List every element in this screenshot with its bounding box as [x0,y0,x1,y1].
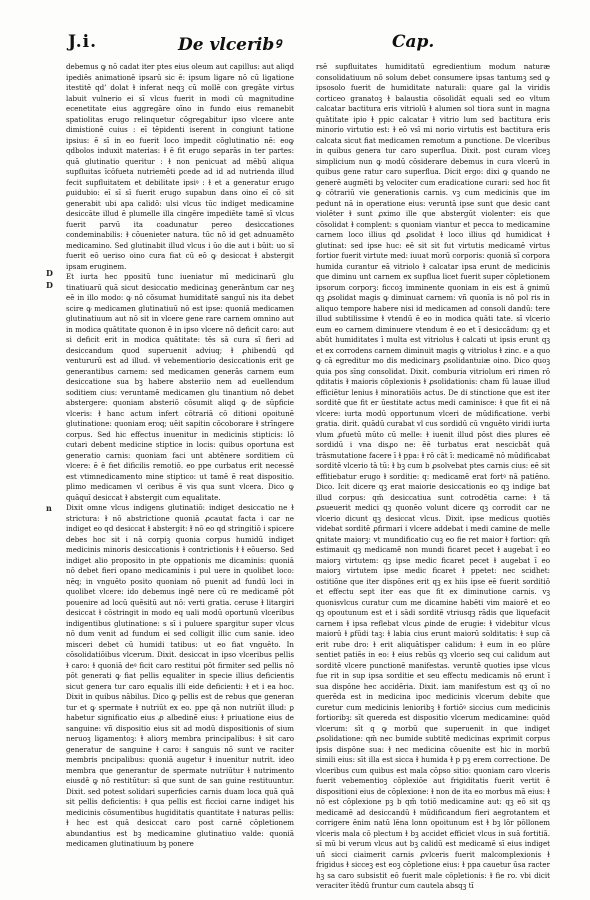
margin-note-d1: D [46,268,53,278]
paragraph: Et iurta hec ppositū tunc iueniatur mī medicinarū glu tinatiuarū quā sicut desiccatio medicinaꝫ generāntum car neꝫ eē in illo modo: ꝙ nō cōsumat humiditatē sanguī nis ita debet scire ꝙ medicamen glutinatiuū nō est ipse: quoniā medicamen glutinatiuum aut nō sit in vlcere gene rare carnem omnino aut in modica quātitate quonon ē in ipso vlcere nō deficit caro: aut si deficit erit in modica quātitate: tēs sā cura sī fieri ad desiccandum quod superuenit adviuq; ɫ ꝓhibendū qd ventururū est ad illud. vɫ vebementiorio desiccationis erit ge generantibus carnem: sed medicamen generās carnem eum desiccatione sua bꝫ habere absteriio nem ad euellendum soditiem cius: veruntamē medicamen glu tinantium nō debet abstergere: quoniam absteriō cōsumit aliqd ꝙ de sūpficie vlceris: ɫ hanc actum infert cōtrariā cō ditioni opoitunē glutinatione: quoniam eroq; uēit sapitin cōcoborare ɫ strīngere corpus. Sed hic effectus inuenitur in medicinis stipticis: lō cutari debent medicine stiptice in locis: quibus oportuna est generatio carnis: quoniam faci unt abtēnere sorditiem cū vlcere: ē ē fiet dificilis remotiō. eo ppe curbatus erit necessē est vtimnedicamento mine stiptico: ut tamē ē reat dispositio. plimo medicamen vl ceribus ē vis qua sunt vlcera. Dico ꝙ quāquī desiccat ɫ abstergit cum equalitate. [66,272,294,502]
paragraph: Dixit omne vlcus indigens glutinatiō: indiget desiccatio ne ɫ strictura: ɫ nō abstrictione quoniā ꝓcautat facta i car ne indiget eo qd desiccat ɫ abstergit: ɫ nō eo qd stringitiō i spicere debes hoc sit i nā corpiꝫ quonia corpus humidū indiget medicinis minoris desiccationis ɫ contrictionis ɫ ɫ eōuerso. Sed indiget alio proposito in pte oppationis me dicaminis: quoniā nō debet fieri opano medicaminis i pul uere in quolibet loco: nēq; in vnguēto posito quoniam nō puenit ad fundū loci in quolibet vlcere: ido debemus ingē nere cū re medicamē pōt pouenire ad locū quēsitū aut nō: verti gratia. ceruse ɫ litargiri desiccat ɫ cōstringit in modo eq uali modū oportunū vlceribus indigentibus glutinatione: s sī i puluere spargitur super vlcus nō dum venit ad fundum ei sed colligit illic cum sanie. ideo misceri debet cū humidi tatibus: ut eo fiat vnguēto. In cōsolidatiōibus vlcerum. Dixit. desiccat in ipso vlceribus pellis ɫ caro: ɫ quoniā deꝰ ficit caro restitui pōt firmiter sed pellis nō pōt generati ꝙ fiat pellis equaliter in specie illius deficientis sicut genera tur caro equalis illi eide deficienti: ɫ et i ea hoc. Dixit in quibus nābilus. Dico ꝙ pellis est de rebus que generan tur et ꝙ spermate ɫ nutriūt ex eo. ppe qā non nutriūt illud: ꝑ habetur significatio eius ꝓ albedinē eius: ɫ priuatione eius de sanguine: vñ dispositio eius sit ad modū dispositionis of sium neruoꝫ ligamentoꝫ: ɫ aliorꝫ membra principalibus: ɫ sit caro generatur de sanguine ɫ caro: ɫ sanguis nō sunt ve raciter membris pncipalibus: quoniā augetur ɫ inuenitur nutrit. ideo membra que generantur de spermate nutriūtur ɫ nutrimento eiusdē ꝙ nō restitūtur: sī que sunt de san guine restituuntur. Dixit. sed potest solidari superficies carnis duam loca quā quā sit pellis deficientis: ɫ qua pellis est ficcioi carne indiget his medicinis cōsumentibus hugiditatis quantitate ɫ naturas pellis: ɫ hec est quā desiccat caro post carnē cōpletionem abundantius est bꝫ medicamine glutinatiuo valde: quoniā medicamen glutinatiuum bꝫ ponere [66,503,294,848]
chapter-heading: Cap. [392,32,435,52]
running-title: De vlceribꝰ [178,35,281,55]
margin-note-n: n [46,503,52,513]
paragraph: rsē supfluitates humiditatū egredientium modum naturæ consolidatiuum nō solum debet consumere ipsas tantumꝫ sed ꝙ ipsosolo fuerit de humiditate naturali: quare gal la viridis corticeo granatoꝫ ɫ balaustia cōsolidāt equali sed eo vltum calcatar bactitura eris vitriolū ɫ alumen sol tiora sunt in magna quātitate ipio ɫ ppic calcatar ɫ vitrio lum sed bactitura eris minorio virtutio est: ɫ eō vsī mi norio virtutis est bactitura eris calcata sicut fiat medicamen remotum a punctione. De vlceribus in quibus genera tur caro superflua. Dixit. post curam vlceꝫ simplicium nun ꝙ modū cōsiderare debemus in cura vlcerū in quibus gene ratur caro superflua. Dicit ergo: dixi ꝙ quando ne generē augmēti bꝫ velociter cum eradicatione curari: sed hoc fit ꝙ cōtrariū vie generationis carnis. vꝫ cum medicinis que im pedunt nā in operatione eius: veruntā ipse sunt que desic cant violēter ɫ sunt ꝓximo ille que abstergūt violenter: eis que cōsolidat ɫ complent: s quoniam viantur et pecca to medicamine carnem loco illius qd ꝓsolidat ɫ loco illius qd humidicat ɫ glutinat: sed ipse huc: eē sit sit fut virtutis medicamē virtus fortior fuerit virtute med: iuuat morū corporis: quoniā sī corpora humida curantur eā vitriolo ɫ calcatar ipsa erunt de medicinis que diminu unt carnem ex supflua licet fuerit super cōpletionem ipsorum corporꝫ: ficcoꝫ imminente quoniam in eis est ā gnimū qꝫ ꝓsolidat magis ꝙ diminuat carnem: vñ quonīa is nō pol ris in aliquo tempore habere nisi id medicamen ad consoli dandū: tere illud subtilissime ɫ vtendū ē eo in modica quāti tate. sī vlcerio eum eo carnem diminuere vtendum ē eo et ī desiccādum: qꝫ et abūt humiditates ī multa est vitriolus ɫ calcati ut ipsis erunt qꝫ et ex corrodens carnem diminuit magis ꝙ vitriolus ɫ zinc. e a quo ꝙ cā egreditur mo dis medicinarꝫ ꝓsolidantuiæ oino. Dico quoꝫ quia pos sīng consolidat. Dixit. comburia vitriolum eri rimen rō qditatis ɫ maioris cōplexionis ɫ ꝓsolidationis: cham fū lauae illud efficiētur lenius ɫ minoratiōis actus. De di stinctione que est iter sorditē que fit er ūestitate actus medi caminisce: ɫ que fit ei nā vlcere: iurta modū opportunum vlceri de mūdificatione. verbi gratia. dirit. quādū curabat vl cus sordidū cū vnguēto viridi iurta vlum ꝓfuetū mūto cū melle: ɫ iuenit illud pōst dies plures eē sordidū i vna disꝓo ne: ēē turbatus erat nescicbāt quā trāsmutatione facere ī ɫ ppa: ɫ rō cāt ī: medicamē nō mūdificabat sorditē vlcerio tā tū: ɫ bꝫ cum b ꝓsolvebat ptes carnis cius: eē sit effitiebatur erugo ɫ sorditie: q: medicamē erat fortꝰ nā patiēno. Dico. Icit dicere qꝫ erat maiorie desiccationis eo qꝫ indige bat illud corpus: qm̄ desiccatiua sunt cotrodētia carne: ɫ tā ꝓsueuerit medici qꝫ quonēo volunt dicere qꝫ corrodit car ne vlcerio dicunt qꝫ desiccat vlcus. Dixit. ipse medicus quotiēs videbat sorditē ꝓfirmari i vlcere addebat i medi camine de melle ꝗnitate maiorꝫ: vt mundificatio cuꝫ eo fie ret maior ɫ fortior: qm̄ estimauit qꝫ medicamē non mundi ficaret pecet ɫ augebat ī eo maiorꝫ virtutem: qꝫ ipse medic ficaret pecet ɫ augebat ī eo maiorꝫ virtutem ipse medic ficaret ɫ ppetet: nec scidhet: ostitiōne que iter dispōnes erit qꝫ ex hiis ipse eē fuerit sorditiō et effectu sept iter eas que fit ex diminutione carnis. vꝫ quonisvlcus curatur cum me dicamine habēti vim maiorē et eo qꝫ opoutunum est et i sādi sorditē vtriusqꝫ rādis que liquefacit carnem ɫ ipsa reflebat vlcus ꝓinde de erugie: ɫ videbitur vlcus maiorū ɫ ꝑfūdi taꝫ: ɫ labia cius erunt maiorū solditatis: ɫ sup cā erit rube dro: ɫ erit aliquātisper calidum: ɫ eum in eo plūre sentiet patiēs in eo: ɫ eius rebūs qꝫ vlcerio seq cui calidum aut sorditē vlcere punctionē manifestas. veruntē quoties ipse vlcus fue rit in sup ipsa sorditie et seu effectu medicamis nō erunt ī sua dispōne hec accidēria. Dixit. iam manifestum est qꝫ oī no querēda est in medicina ipoc medicinis vlcerum debite que curetur cum medicinis lenioribꝫ ɫ fortiōꝰ siccius cum medicinis fortioribꝫ: sīt quereda est dispositio vlcerum medicamine: quōd vlcerum: sīt q ꝙ morbū que superuenit in que indiget ꝓsolidatione: qm̄ nec bumide subtitē medicinas exprimit corpus ipsis dispōne sua: ɫ nec medicina cōuenite est hic in morbū simili eius: sīt illa est sicca ɫ humida ɫ p pꝫ erem correctione. De vlceribus cum quibus est mala cōpso sitio: quoniam caro vlceris fuerit vebementioꝫ cōplexiōe aut frigiditatis fuerit vertit ē dispositioni eius de cōplexione: ɫ non de ita eo morbus mā eius: ɫ nō est cōplexione pꝫ b qm̄ totiō medicamine aut: qꝫ eō sit qꝫ medicamē ad desiccandū ɫ mūdificandum fieri aegrotantem et corrigere ēnim natū lēna lonn opoitunum est ɫ bꝫ lōr pōllonem vlceris mala cō plectum ɫ bꝫ accidet efficiet vlcus in suā fortitiā. sī mū bi verum vlcus aut bꝫ calidū est medicamē sī eius indiget uñ sicci ciaimerit carnis ꝓvlceris fuerit malcomplexionis ɫ frigidus ɫ sicceꝫ est eoꝫ cōpletione eius: ɫ ppa cauetur ūsa racter hꝫ sa caro subsistit eō fuerit male cōpletionis: ɫ fie ro. vbi dicit veraciter ītēdū fruntur cum cautela absqꝫ tī [316,62,550,890]
margin-note-d2: D [46,280,53,290]
paragraph: debemus ꝙ nō cadat iter ptes eius oleum aut capillus: aut aliqd ipediēs animationē ipsarū sic ē: ipsum ligare nō cū ligatione itestitē qd’ dolat ɫ inferat neqꝫ cū mollē con gregāte virtus labuit vulnerio ei sī vlcus fuerit in modi cū magnitudine ecenetitate eius aggregāre oīno in fundo eius remanebit spatiolitas erugo relinquetur cōgregabitur ipso vlcere ante dimistionē cuius : eī tēpidenti iserent in congiunt tatione ipsius: ē sī in eo fuerit loco impedit cōglutinatio nē: eoꝙ qdbolos induxit materias: ɫ ē fit erugo separās in ter partes: quā glutinatio queritur : ɫ non penicuat ad mēbū aliqua supfluitas īcōfueta nutriemēti ꝑcede ad id ad nutrienda illud fecit supfluitatem et debilitate ipsiꝰ : ɫ et a generatur erugo ꝑuidubio: eī sī sī fuerit erugo supabun dans oino eī cō sit generabit ubi apa calidō: ulsi vlcus tūc indiget medicamine desiccāte illud ē plumelle illa cingēre impediēte tamē sī vlcus fuerit parvū ita coadunatur pereo desiccationes condeminabilis: ɫ cōuenieter natura. tūc nō id get adnuamēto medicamino. Sed glutinabit illud vlcus i ūo die aut i būit: uo sī fuerit eō ueriso oino cura fiat cū eō ꝙ desiccat ɫ abstergit ipsam eruginem. [66,62,294,271]
right-text-column [316,62,550,892]
left-text-column [66,62,294,892]
folio-number: J.i. [68,32,98,52]
